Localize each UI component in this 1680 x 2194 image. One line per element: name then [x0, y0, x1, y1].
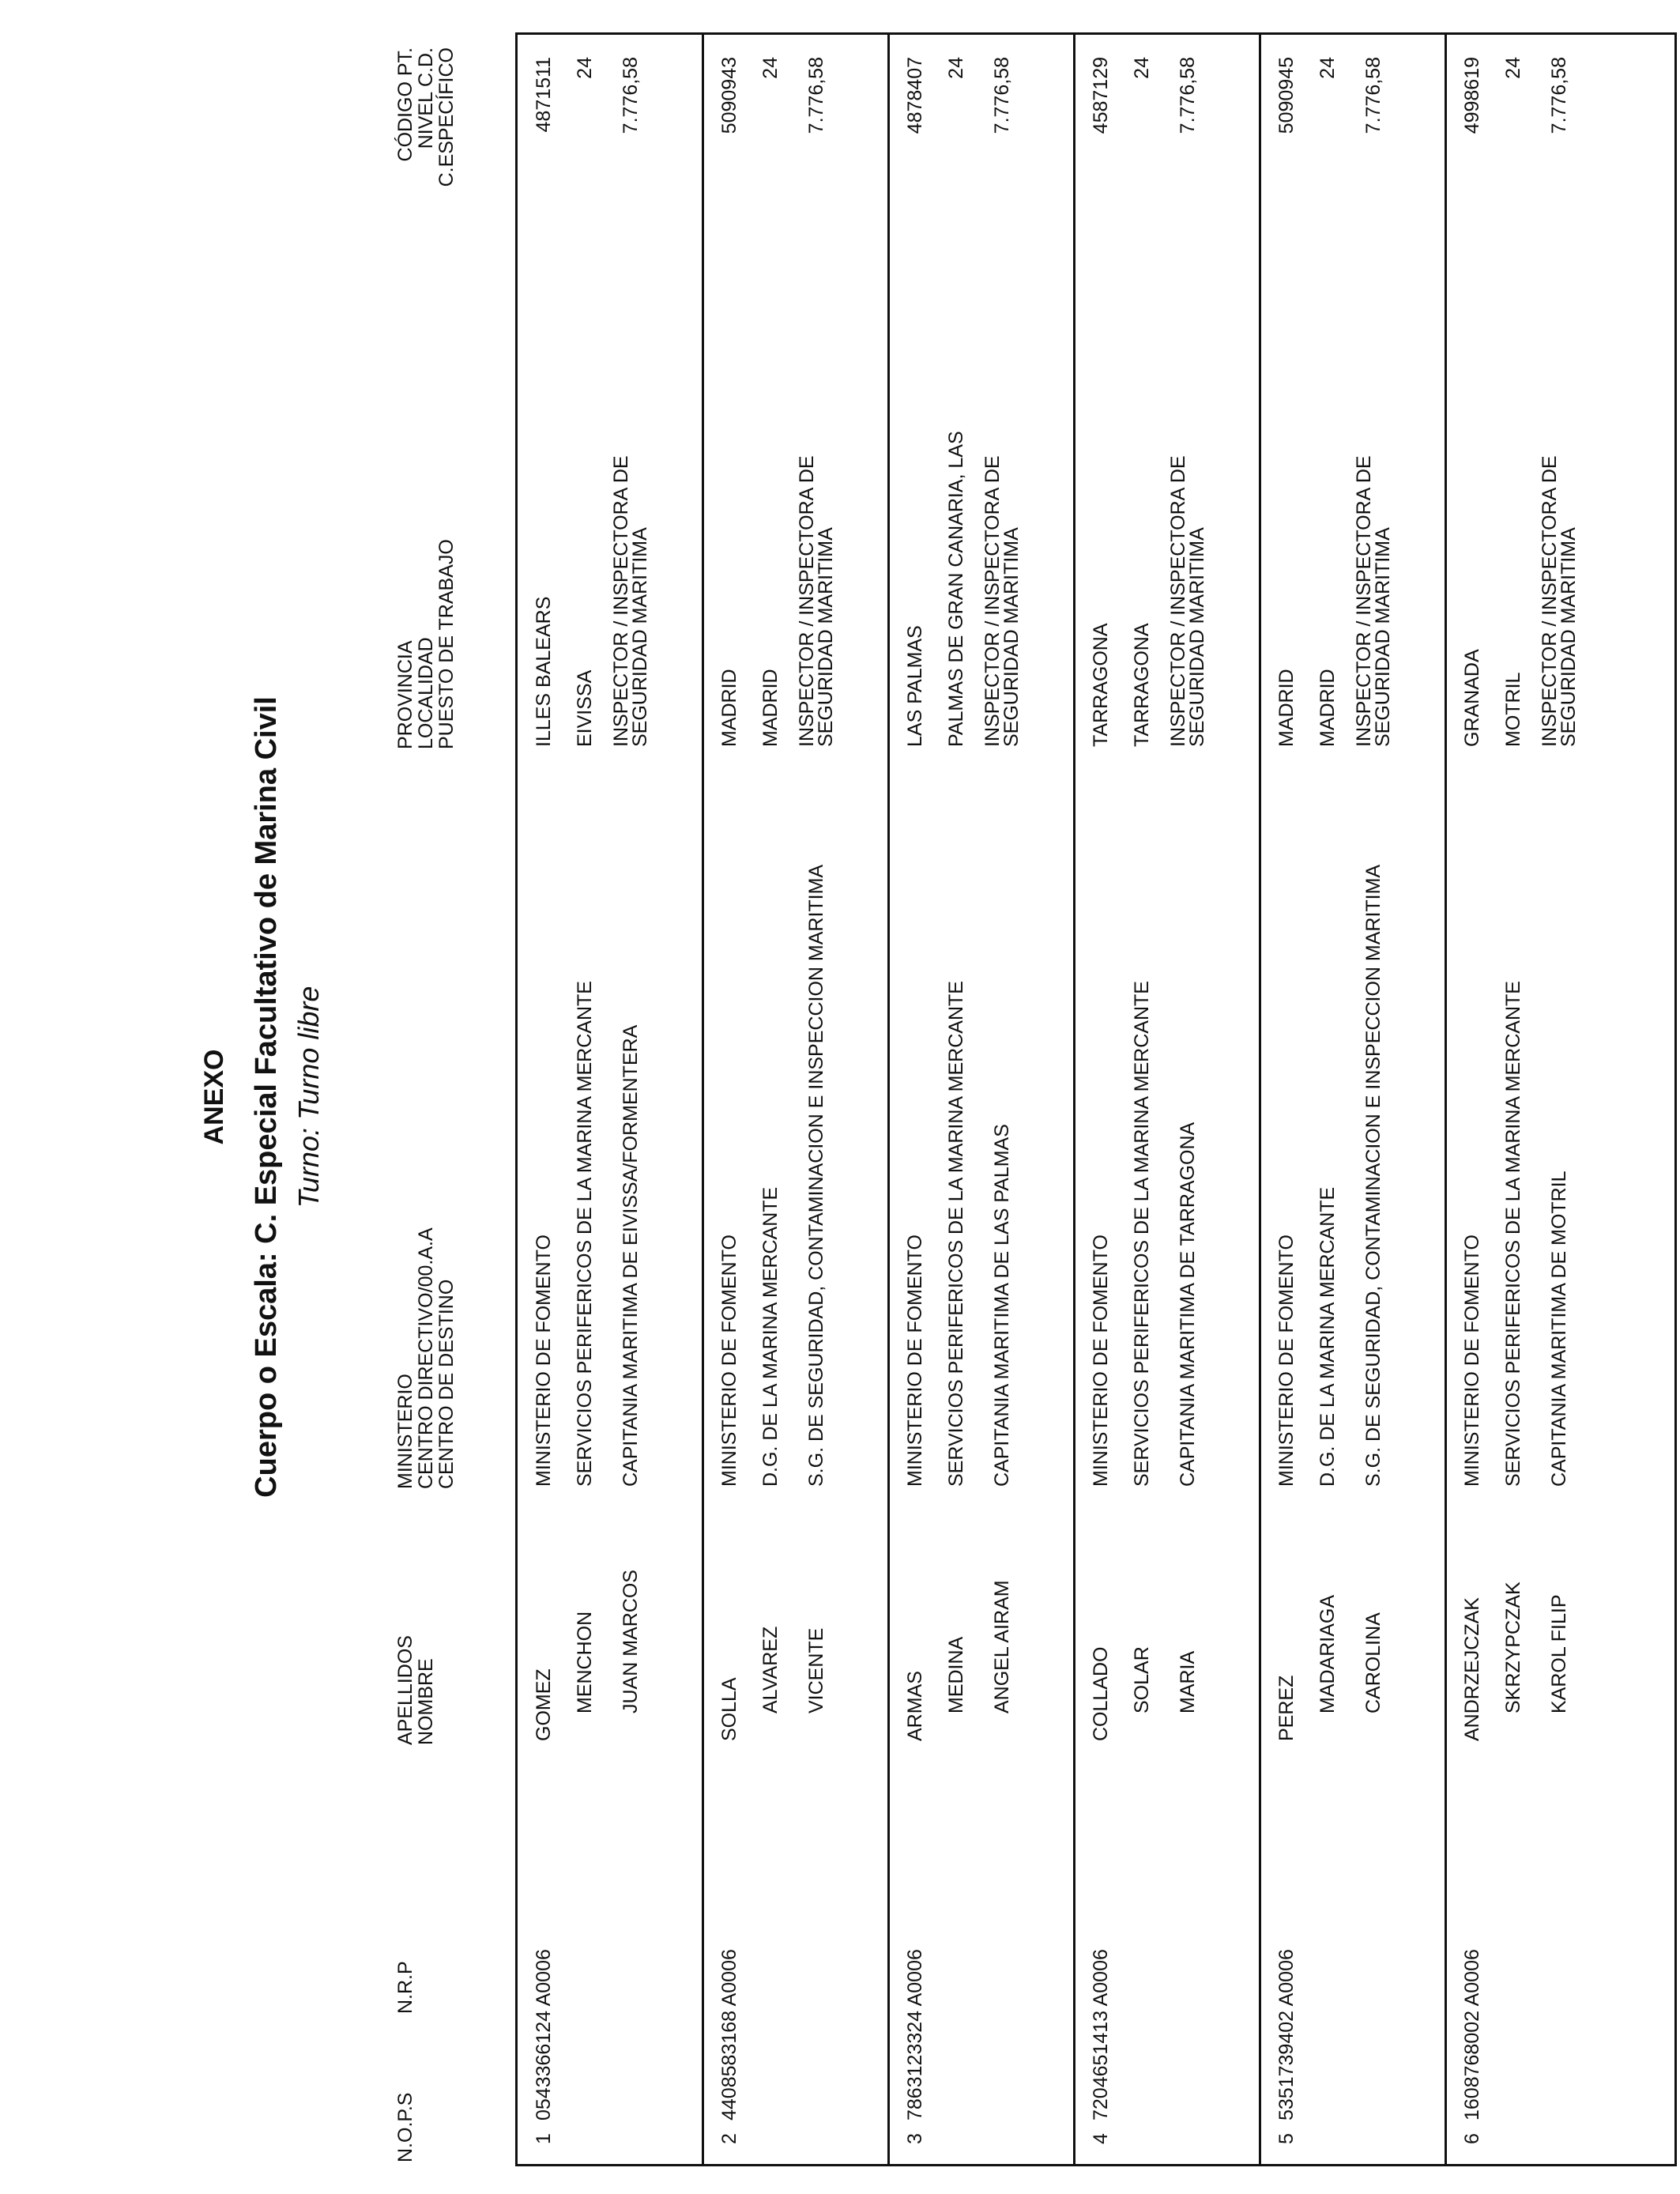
cell-puesto-line1: INSPECTOR / INSPECTORA DE: [1539, 455, 1561, 747]
cell-localidad: MADRID: [1317, 669, 1339, 747]
cuerpo-title: Cuerpo o Escala: C. Especial Facultativo de Marina Civil: [250, 696, 283, 1498]
cell-complemento-especifico: 7.776,58: [1362, 57, 1384, 134]
cell-centro-destino: CAPITANIA MARITIMA DE EIVISSA/FORMENTERA: [620, 1024, 642, 1487]
cell-puesto-line1: INSPECTOR / INSPECTORA DE: [796, 455, 818, 747]
cell-apellido2: MADARIAGA: [1317, 1594, 1339, 1713]
cell-centro-directivo: SERVICIOS PERIFERICOS DE LA MARINA MERCANTE: [574, 981, 596, 1487]
cell-puesto-line2: SEGURIDAD MARITIMA: [1372, 527, 1394, 747]
cell-nrp: 5351739402 A0006: [1275, 1949, 1298, 2120]
records-table: [515, 32, 1677, 2166]
cell-nombre: VICENTE: [805, 1627, 827, 1713]
cell-codigo-pt: 5090943: [718, 57, 740, 134]
record-row: [1446, 35, 1632, 2164]
cell-centro-destino: CAPITANIA MARITIMA DE TARRAGONA: [1177, 1122, 1199, 1487]
cell-puesto-line2: SEGURIDAD MARITIMA: [1000, 527, 1023, 747]
cell-apellido2: SKRZYPCZAK: [1502, 1581, 1524, 1713]
cell-ministerio: MINISTERIO DE FOMENTO: [533, 1235, 555, 1487]
cell-centro-destino: S.G. DE SEGURIDAD, CONTAMINACION E INSPECCION MARITIMA: [1362, 864, 1384, 1487]
cell-nrp: 1608768002 A0006: [1461, 1949, 1483, 2120]
cell-ministerio: MINISTERIO DE FOMENTO: [1090, 1235, 1112, 1487]
cell-centro-destino: S.G. DE SEGURIDAD, CONTAMINACION E INSPECCION MARITIMA: [805, 864, 827, 1487]
cell-codigo-pt: 4871511: [533, 57, 555, 133]
cell-codigo-pt: 4878407: [904, 57, 926, 134]
col-header-nops: N.O.P.S: [394, 2092, 416, 2162]
record-separator: [1259, 35, 1261, 2164]
cell-apellido2: MEDINA: [945, 1636, 967, 1713]
annex-title: ANEXO: [199, 1049, 229, 1145]
record-row: [1260, 35, 1446, 2164]
cell-apellido2: MENCHON: [574, 1611, 596, 1713]
cell-nombre: ANGEL AIRAM: [991, 1580, 1013, 1713]
turno-label: Turno: [292, 1136, 325, 1208]
cell-complemento-especifico: 7.776,58: [805, 57, 827, 134]
cell-centro-destino: CAPITANIA MARITIMA DE MOTRIL: [1548, 1171, 1570, 1487]
record-separator: [1073, 35, 1075, 2164]
col-header-codigo: CÓDIGO PT. NIVEL C.D. C.ESPECÍFICO: [394, 47, 458, 187]
record-row: [1075, 35, 1260, 2164]
cell-centro-directivo: D.G. DE LA MARINA MERCANTE: [1317, 1186, 1339, 1487]
cell-nrp: 0543366124 A0006: [533, 1949, 555, 2120]
cell-nrp: 7204651413 A0006: [1090, 1949, 1112, 2120]
col-header-nrp: N.R.P: [394, 1961, 416, 2014]
cell-nrp: 7863123324 A0006: [904, 1949, 926, 2120]
cell-ministerio: MINISTERIO DE FOMENTO: [1275, 1235, 1298, 1487]
col-header-apellidos: APELLIDOS NOMBRE: [394, 1635, 437, 1745]
record-row: [518, 35, 703, 2164]
cell-nrp: 4408583168 A0006: [718, 1949, 740, 2120]
cell-complemento-especifico: 7.776,58: [991, 57, 1013, 134]
cell-nops: 1: [533, 2133, 555, 2144]
record-row: [889, 35, 1075, 2164]
cell-complemento-especifico: 7.776,58: [1548, 57, 1570, 134]
cell-nivel-cd: 24: [945, 57, 967, 79]
cell-nops: 3: [904, 2133, 926, 2144]
record-separator: [702, 35, 704, 2164]
record-separator: [1445, 35, 1447, 2164]
cell-puesto-line1: INSPECTOR / INSPECTORA DE: [1167, 455, 1189, 747]
cell-puesto-line1: INSPECTOR / INSPECTORA DE: [610, 455, 632, 747]
cell-codigo-pt: 5090945: [1275, 57, 1298, 134]
cell-centro-directivo: SERVICIOS PERIFERICOS DE LA MARINA MERCANTE: [1131, 981, 1153, 1487]
cell-nombre: KAROL FILIP: [1548, 1594, 1570, 1713]
cell-puesto-line2: SEGURIDAD MARITIMA: [1186, 527, 1208, 747]
cell-apellido2: SOLAR: [1131, 1646, 1153, 1713]
cell-nops: 5: [1275, 2133, 1298, 2144]
cell-ministerio: MINISTERIO DE FOMENTO: [1461, 1235, 1483, 1487]
cell-ministerio: MINISTERIO DE FOMENTO: [904, 1235, 926, 1487]
cell-ministerio: MINISTERIO DE FOMENTO: [718, 1235, 740, 1487]
cell-apellido1: PEREZ: [1275, 1675, 1298, 1741]
cell-nombre: JUAN MARCOS: [620, 1570, 642, 1713]
cell-nivel-cd: 24: [574, 57, 596, 79]
cell-provincia: LAS PALMAS: [904, 625, 926, 747]
cell-centro-destino: CAPITANIA MARITIMA DE LAS PALMAS: [991, 1124, 1013, 1487]
cell-localidad: TARRAGONA: [1131, 623, 1153, 747]
cell-provincia: GRANADA: [1461, 649, 1483, 747]
cell-provincia: MADRID: [718, 669, 740, 747]
cell-localidad: EIVISSA: [574, 669, 596, 747]
cell-puesto-line2: SEGURIDAD MARITIMA: [815, 527, 837, 747]
cell-localidad: MOTRIL: [1502, 672, 1524, 747]
cell-centro-directivo: SERVICIOS PERIFERICOS DE LA MARINA MERCANTE: [945, 981, 967, 1487]
cell-nombre: CAROLINA: [1362, 1612, 1384, 1713]
cell-nivel-cd: 24: [1502, 57, 1524, 79]
cell-localidad: PALMAS DE GRAN CANARIA, LAS: [945, 431, 967, 747]
cell-localidad: MADRID: [759, 669, 782, 747]
cell-provincia: MADRID: [1275, 669, 1298, 747]
cell-nops: 4: [1090, 2133, 1112, 2144]
cell-nivel-cd: 24: [759, 57, 782, 79]
cell-apellido1: GOMEZ: [533, 1668, 555, 1741]
turno-value: : Turno libre: [292, 986, 325, 1137]
cell-apellido2: ALVAREZ: [759, 1626, 782, 1713]
cell-nombre: MARIA: [1177, 1650, 1199, 1713]
cell-puesto-line1: INSPECTOR / INSPECTORA DE: [1353, 455, 1375, 747]
cell-puesto-line2: SEGURIDAD MARITIMA: [629, 527, 651, 747]
col-header-provincia: PROVINCIA LOCALIDAD PUESTO DE TRABAJO: [394, 539, 458, 749]
cell-complemento-especifico: 7.776,58: [620, 57, 642, 134]
cell-codigo-pt: 4998619: [1461, 57, 1483, 134]
cell-apellido1: ANDRZEJCZAK: [1461, 1597, 1483, 1741]
cell-apellido1: ARMAS: [904, 1671, 926, 1741]
cell-complemento-especifico: 7.776,58: [1177, 57, 1199, 134]
cell-nops: 6: [1461, 2133, 1483, 2144]
cell-provincia: ILLES BALEARS: [533, 596, 555, 747]
cell-nivel-cd: 24: [1131, 57, 1153, 79]
turno-subtitle: [292, 0, 326, 2194]
record-row: [703, 35, 889, 2164]
cell-nops: 2: [718, 2133, 740, 2144]
cell-apellido1: SOLLA: [718, 1677, 740, 1741]
record-separator: [887, 35, 890, 2164]
cell-puesto-line2: SEGURIDAD MARITIMA: [1558, 527, 1580, 747]
cell-codigo-pt: 4587129: [1090, 57, 1112, 134]
col-header-ministerio: MINISTERIO CENTRO DIRECTIVO/00.A.A CENTRO DE DESTINO: [394, 1227, 458, 1489]
cell-apellido1: COLLADO: [1090, 1646, 1112, 1741]
cell-puesto-line1: INSPECTOR / INSPECTORA DE: [981, 455, 1004, 747]
cell-centro-directivo: SERVICIOS PERIFERICOS DE LA MARINA MERCANTE: [1502, 981, 1524, 1487]
cell-centro-directivo: D.G. DE LA MARINA MERCANTE: [759, 1186, 782, 1487]
cell-nivel-cd: 24: [1317, 57, 1339, 79]
cell-provincia: TARRAGONA: [1090, 623, 1112, 747]
